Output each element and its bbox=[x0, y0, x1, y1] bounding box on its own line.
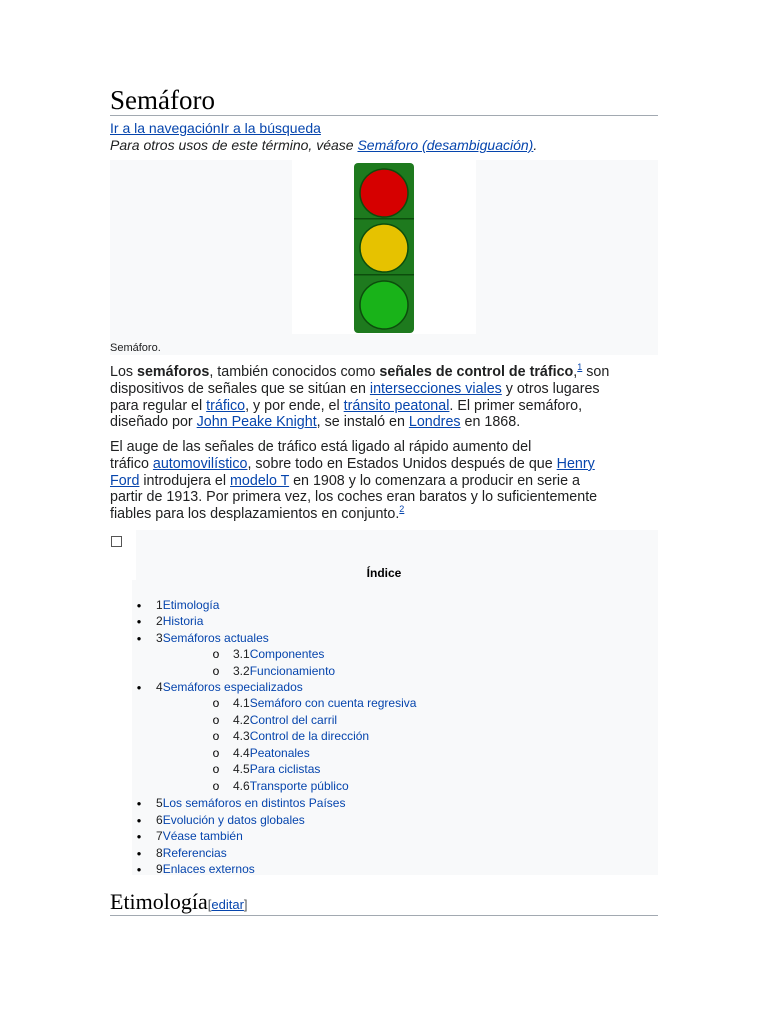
figure-box bbox=[110, 160, 658, 355]
text: fiables para los desplazamientos en conjunto. bbox=[110, 506, 400, 523]
text: dispositivos de señales que se sitúan en bbox=[110, 380, 370, 397]
toc-link[interactable]: Semáforos actuales bbox=[162, 631, 269, 645]
second-paragraph bbox=[110, 439, 658, 523]
reference-1[interactable]: 1 bbox=[577, 362, 583, 373]
bullet-icon: ● bbox=[136, 816, 142, 825]
text: son bbox=[582, 364, 610, 380]
transito-peatonal-link[interactable]: tránsito peatonal bbox=[343, 397, 450, 414]
bullet-icon: ● bbox=[136, 683, 142, 692]
toc-link[interactable]: Evolución y datos globales bbox=[162, 813, 305, 827]
toc-item[interactable] bbox=[212, 664, 336, 679]
section-heading-etimologia bbox=[110, 888, 248, 919]
text: . El primer semáforo, bbox=[449, 397, 583, 414]
toc-margin bbox=[110, 580, 132, 875]
toc-number: 1 bbox=[156, 598, 163, 612]
toc-number: 3 bbox=[156, 631, 163, 645]
toc-number: 9 bbox=[156, 862, 163, 876]
circle-bullet-icon: o bbox=[212, 762, 220, 776]
bullet-icon: ● bbox=[136, 832, 142, 841]
hatnote-text: Para otros usos de este término, véase bbox=[110, 137, 358, 153]
toc-item[interactable] bbox=[136, 796, 346, 811]
circle-bullet-icon: o bbox=[212, 696, 220, 710]
circle-bullet-icon: o bbox=[212, 664, 220, 678]
toc-number: 4.1 bbox=[233, 696, 250, 710]
toc-item[interactable] bbox=[136, 680, 303, 695]
henry-ford-link-cont[interactable]: Ford bbox=[110, 472, 140, 489]
circle-bullet-icon: o bbox=[212, 746, 220, 760]
circle-bullet-icon: o bbox=[212, 779, 220, 793]
figure-caption: Semáforo. bbox=[110, 342, 161, 354]
hatnote-suffix: . bbox=[533, 137, 538, 153]
toc-link[interactable]: Véase también bbox=[162, 829, 243, 843]
section-title: Etimología bbox=[110, 889, 208, 914]
toc-number: 4.3 bbox=[233, 729, 250, 743]
toc-link[interactable]: Control de la dirección bbox=[249, 729, 370, 743]
toc-number: 8 bbox=[156, 846, 163, 860]
toc-toggle-checkbox[interactable] bbox=[111, 536, 122, 547]
circle-bullet-icon: o bbox=[212, 647, 220, 661]
toc-number: 3.2 bbox=[233, 664, 250, 678]
traffic-light-image[interactable] bbox=[292, 160, 476, 334]
toc-number: 5 bbox=[156, 796, 163, 810]
toc-number: 4.6 bbox=[233, 779, 250, 793]
circle-bullet-icon: o bbox=[212, 713, 220, 727]
bullet-icon: ● bbox=[136, 799, 142, 808]
toc-link[interactable]: Funcionamiento bbox=[249, 664, 336, 678]
toc-link[interactable]: Componentes bbox=[249, 647, 325, 661]
edit-section-link[interactable]: editar bbox=[211, 897, 244, 912]
page-title: Semáforo bbox=[110, 85, 215, 115]
text-line: El auge de las señales de tráfico está ligado al rápido aumento del bbox=[110, 439, 532, 455]
text: , se instaló en bbox=[316, 414, 409, 431]
jump-links bbox=[110, 120, 321, 137]
trafico-link[interactable]: tráfico bbox=[206, 397, 246, 414]
text: diseñado por bbox=[110, 414, 197, 431]
toc-link[interactable]: Transporte público bbox=[249, 779, 349, 793]
bullet-icon: ● bbox=[136, 865, 142, 874]
text: en 1868. bbox=[460, 414, 521, 431]
toc-item[interactable] bbox=[136, 862, 255, 877]
toc-item[interactable] bbox=[212, 762, 321, 777]
text: tráfico bbox=[110, 455, 153, 472]
toc-item[interactable] bbox=[136, 813, 305, 828]
toc-item[interactable] bbox=[212, 647, 325, 662]
toc-number: 4 bbox=[156, 680, 163, 694]
table-of-contents bbox=[110, 530, 658, 875]
bullet-icon: ● bbox=[136, 849, 142, 858]
text: en 1908 y lo comenzara a producir en serie a bbox=[289, 472, 580, 489]
toc-link[interactable]: Referencias bbox=[162, 846, 227, 860]
title-divider bbox=[110, 115, 658, 116]
toc-number: 4.2 bbox=[233, 713, 250, 727]
toc-link[interactable]: Enlaces externos bbox=[162, 862, 255, 876]
bullet-icon: ● bbox=[136, 601, 142, 610]
text: Los bbox=[110, 364, 138, 380]
toc-item[interactable] bbox=[212, 696, 417, 711]
toc-heading: Índice bbox=[366, 566, 402, 580]
intersecciones-viales-link[interactable]: intersecciones viales bbox=[369, 380, 502, 397]
toc-item[interactable] bbox=[212, 746, 310, 761]
toc-item[interactable] bbox=[136, 614, 204, 629]
toc-link[interactable]: Peatonales bbox=[249, 746, 310, 760]
bullet-icon: ● bbox=[136, 634, 142, 643]
automovilistico-link[interactable]: automovilístico bbox=[152, 455, 248, 472]
toc-link[interactable]: Los semáforos en distintos Países bbox=[162, 796, 346, 810]
text: introdujera el bbox=[139, 472, 231, 489]
bracket: ] bbox=[243, 897, 248, 912]
jump-to-navigation-link[interactable]: Ir a la navegación bbox=[110, 120, 221, 136]
bracket: [ bbox=[207, 897, 212, 912]
toc-item[interactable] bbox=[136, 829, 243, 844]
toc-item[interactable] bbox=[136, 846, 227, 861]
text: , bbox=[573, 364, 578, 380]
text-line: partir de 1913. Por primera vez, los coches eran baratos y lo suficientemente bbox=[110, 489, 598, 506]
toc-number: 7 bbox=[156, 829, 163, 843]
toc-link[interactable]: Historia bbox=[162, 614, 204, 628]
toc-item[interactable] bbox=[136, 631, 269, 646]
londres-link[interactable]: Londres bbox=[408, 414, 461, 431]
circle-bullet-icon: o bbox=[212, 729, 220, 743]
text: para regular el bbox=[110, 397, 207, 414]
traffic-light-icon bbox=[292, 160, 476, 334]
bullet-icon: ● bbox=[136, 617, 142, 626]
text: , y por ende, el bbox=[245, 397, 344, 414]
toc-link[interactable]: Semáforo con cuenta regresiva bbox=[249, 696, 417, 710]
toc-number: 6 bbox=[156, 813, 163, 827]
toc-item[interactable] bbox=[212, 779, 349, 794]
text: , sobre todo en Estados Unidos después de que bbox=[247, 455, 557, 472]
henry-ford-link[interactable]: Henry bbox=[556, 455, 595, 472]
toc-item[interactable] bbox=[136, 598, 220, 613]
jump-to-search-link[interactable]: Ir a la búsqueda bbox=[220, 120, 321, 136]
toc-link[interactable]: Para ciclistas bbox=[249, 762, 321, 776]
edit-section bbox=[208, 897, 248, 912]
reference-2[interactable]: 2 bbox=[399, 504, 405, 515]
text: , también conocidos como bbox=[209, 364, 380, 380]
toc-number: 4.4 bbox=[233, 746, 250, 760]
toc-link[interactable]: Etimología bbox=[162, 598, 220, 612]
john-peake-knight-link[interactable]: John Peake Knight bbox=[196, 414, 317, 431]
bold-term: señales de control de tráfico bbox=[379, 364, 574, 380]
intro-paragraph bbox=[110, 364, 658, 431]
modelo-t-link[interactable]: modelo T bbox=[230, 472, 290, 489]
toc-item[interactable] bbox=[212, 729, 370, 744]
toc-number: 3.1 bbox=[233, 647, 250, 661]
text: y otros lugares bbox=[501, 380, 600, 397]
toc-link[interactable]: Semáforos especializados bbox=[162, 680, 303, 694]
toc-link[interactable]: Control del carril bbox=[249, 713, 338, 727]
disambiguation-link[interactable]: Semáforo (desambiguación) bbox=[357, 137, 534, 153]
hatnote bbox=[110, 137, 537, 154]
bold-term: semáforos bbox=[137, 364, 210, 380]
toc-number: 4.5 bbox=[233, 762, 250, 776]
toc-item[interactable] bbox=[212, 713, 338, 728]
toc-number: 2 bbox=[156, 614, 163, 628]
